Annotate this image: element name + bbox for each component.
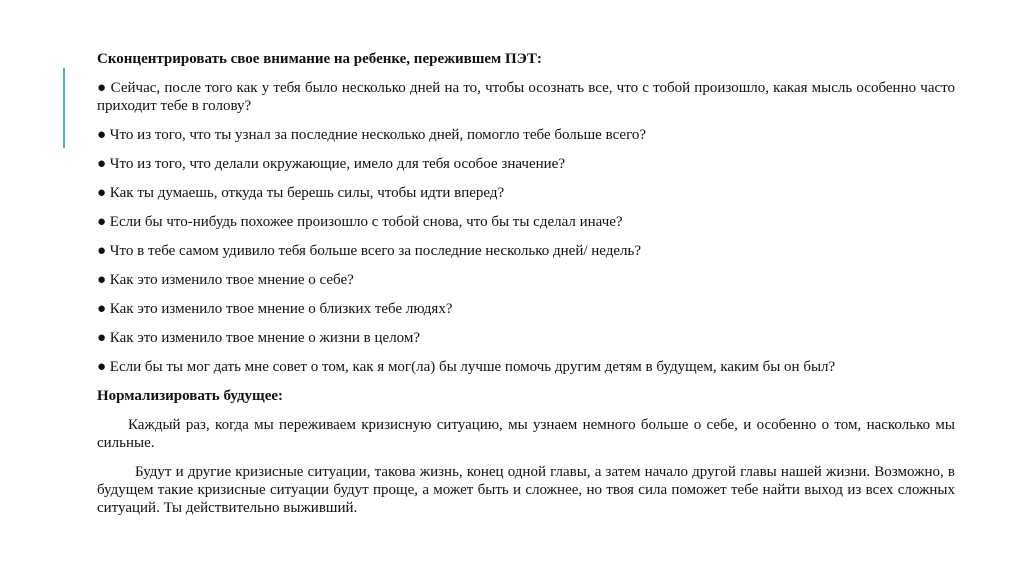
body-paragraph: Будут и другие кризисные ситуации, такова жизнь, конец одной главы, а затем начало другой главы нашей жизни. Возможно, в будущем такие кризисные ситуации будут проще, а может быть и сложнее, но твоя сила поможет тебе найти выход из всех сложных ситуаций. Ты действительно выживший. bbox=[97, 464, 955, 516]
question-item: ● Что из того, что ты узнал за последние несколько дней, помогло тебе больше всего? bbox=[97, 127, 647, 143]
section-heading-focus: Сконцентрировать свое внимание на ребенке, пережившем ПЭТ: bbox=[97, 51, 542, 67]
question-item: ● Что в тебе самом удивило тебя больше всего за последние несколько дней/ недель? bbox=[97, 243, 642, 259]
body-paragraph: Каждый раз, когда мы переживаем кризисную ситуацию, мы узнаем немного больше о себе, и особенно о том, насколько мы сильные. bbox=[97, 417, 955, 451]
slide-content bbox=[97, 50, 955, 528]
question-item: ● Как это изменило твое мнение о близких тебе людях? bbox=[97, 301, 453, 317]
question-item: ● Как ты думаешь, откуда ты берешь силы, чтобы идти вперед? bbox=[97, 185, 505, 201]
question-item: ● Если бы что-нибудь похожее произошло с тобой снова, что бы ты сделал иначе? bbox=[97, 214, 623, 230]
question-item: ● Сейчас, после того как у тебя было несколько дней на то, чтобы осознать все, что с тобой произошло, какая мысль особенно часто приходит тебе в голову? bbox=[97, 80, 955, 114]
section-heading-future: Нормализировать будущее: bbox=[97, 388, 284, 404]
accent-bar bbox=[63, 68, 65, 148]
question-item: ● Как это изменило твое мнение о жизни в целом? bbox=[97, 330, 421, 346]
question-item: ● Если бы ты мог дать мне совет о том, как я мог(ла) бы лучше помочь другим детям в будущем, каким бы он был? bbox=[97, 359, 836, 375]
question-item: ● Как это изменило твое мнение о себе? bbox=[97, 272, 354, 288]
question-item: ● Что из того, что делали окружающие, имело для тебя особое значение? bbox=[97, 156, 565, 172]
